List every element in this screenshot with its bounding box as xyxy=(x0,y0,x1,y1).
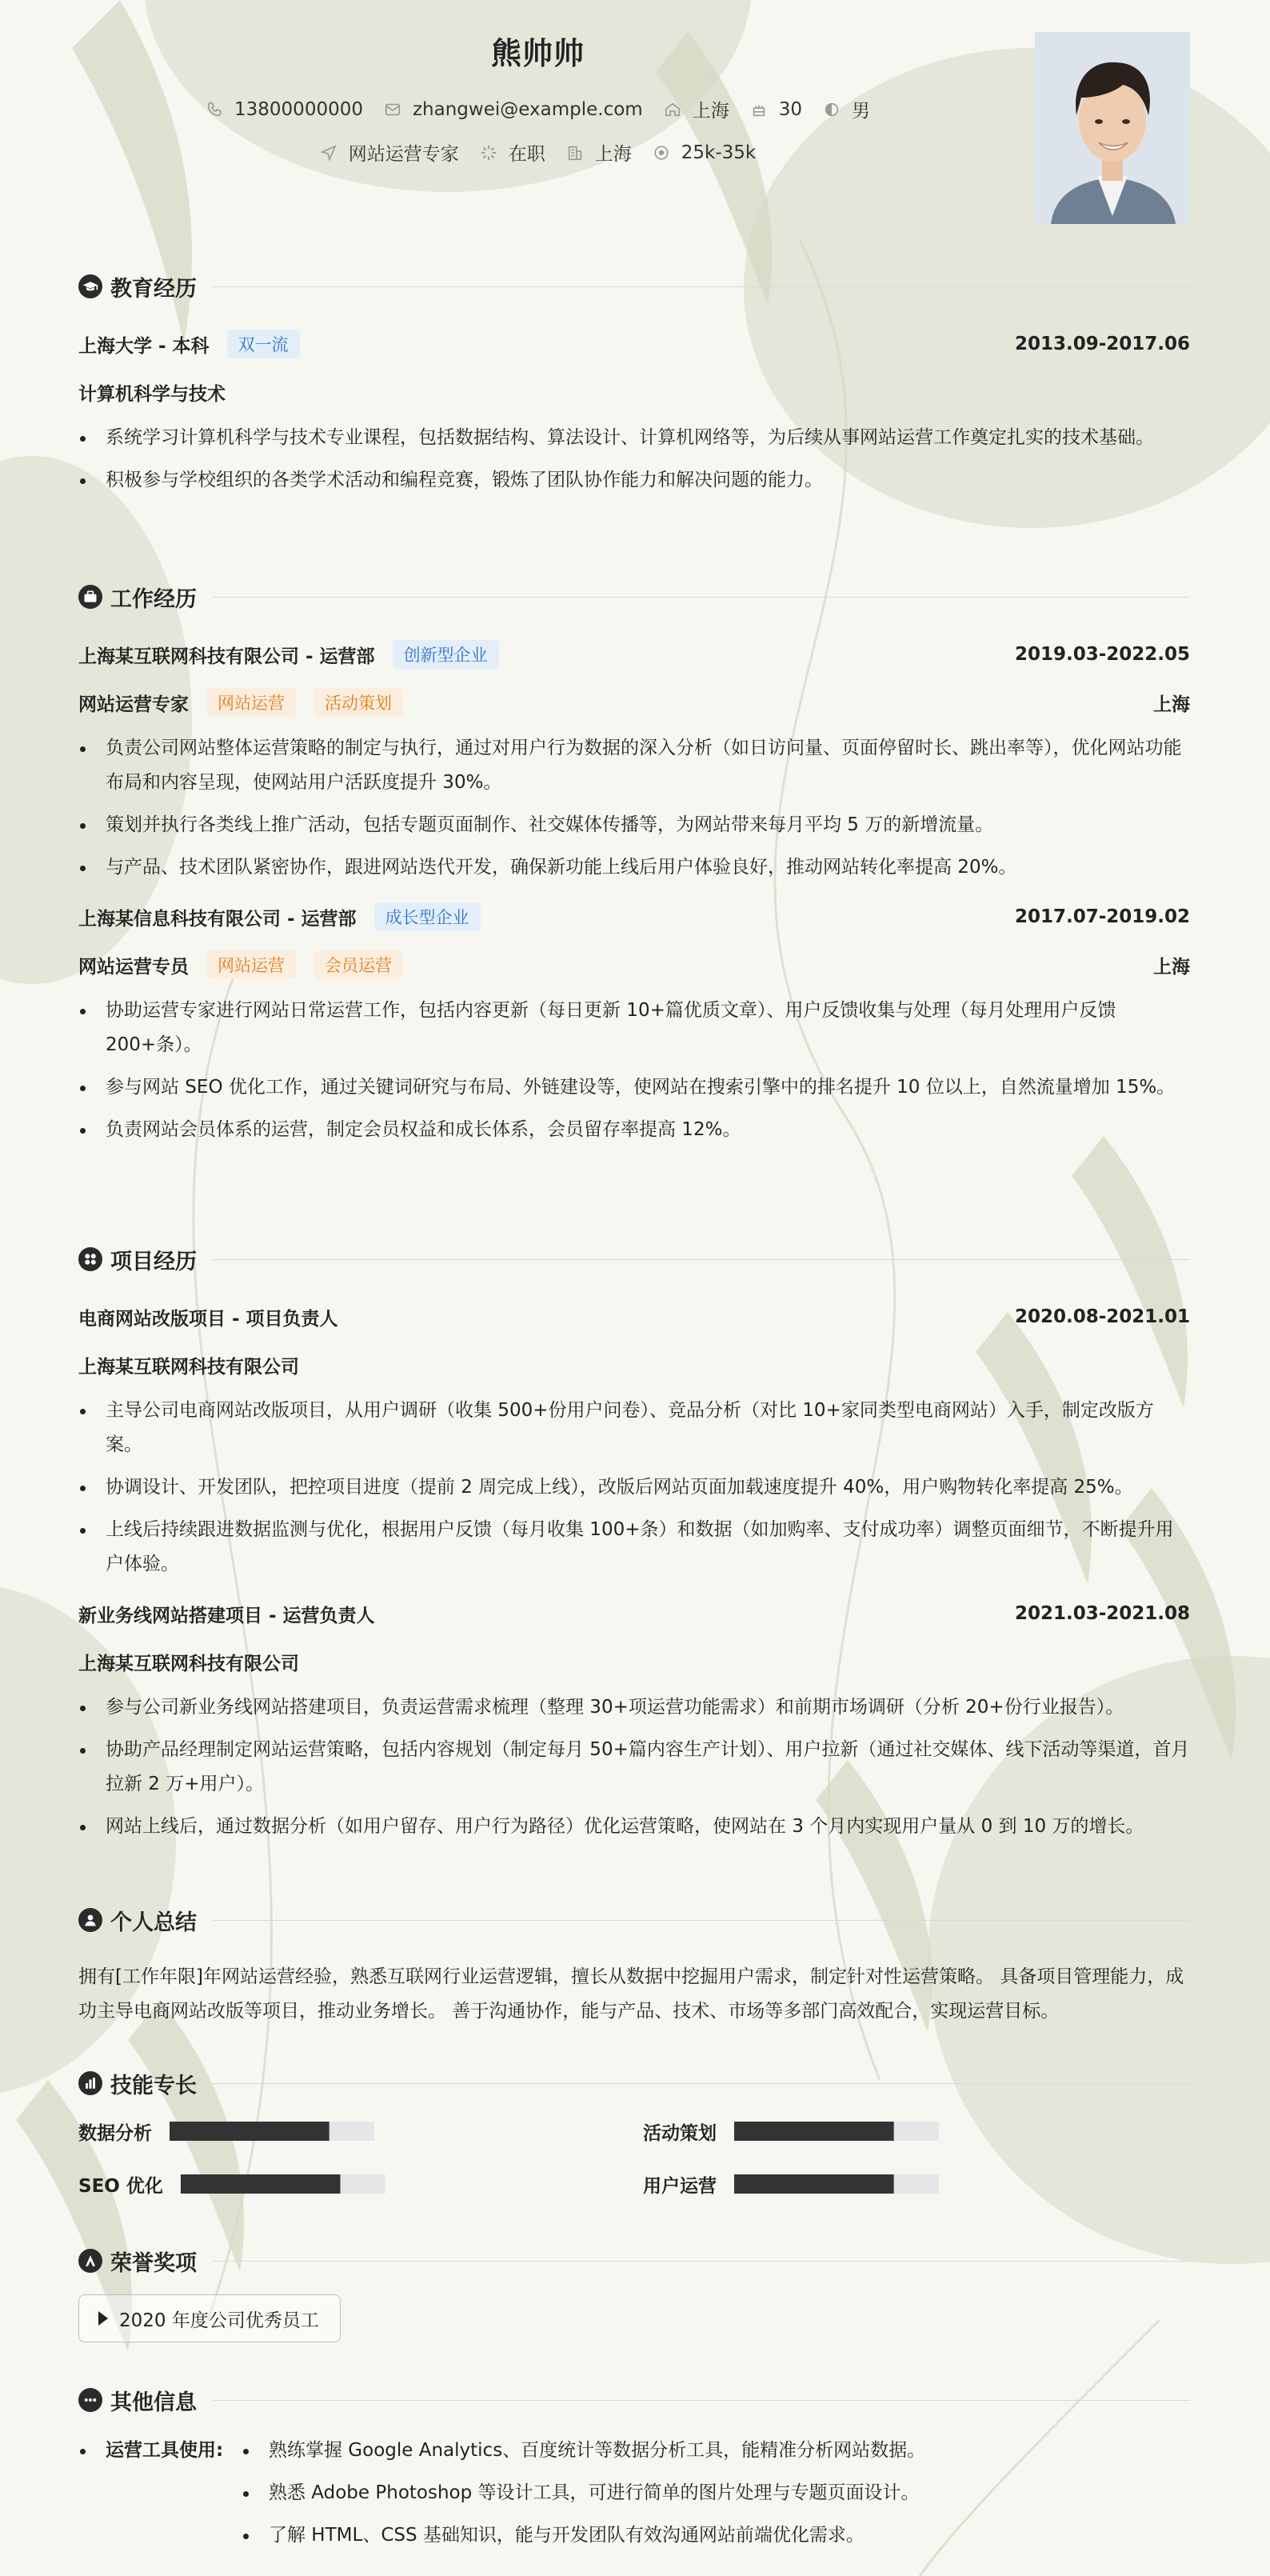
project-company-row xyxy=(78,1341,1190,1389)
gender-icon xyxy=(823,101,841,118)
position-row xyxy=(78,941,1190,989)
project-row xyxy=(78,1590,1190,1638)
target-city-item xyxy=(566,139,632,166)
skill-bar-fill xyxy=(734,2174,894,2194)
work-date: 2017.07-2019.02 xyxy=(1014,906,1190,927)
skill-tag: 网站运营 xyxy=(206,950,296,979)
divider xyxy=(213,2083,1190,2084)
target-job: 网站运营专家 xyxy=(348,144,459,165)
play-triangle-icon xyxy=(98,2311,108,2326)
education-bullets xyxy=(78,421,1190,498)
award-item xyxy=(78,2294,341,2342)
project-date: 2020.08-2021.01 xyxy=(1014,1306,1190,1327)
phone-icon xyxy=(206,101,223,118)
skill-bar xyxy=(170,2122,374,2141)
education-entry xyxy=(78,320,1190,498)
coin-icon xyxy=(653,144,670,162)
building-icon xyxy=(566,144,584,162)
projects-section xyxy=(78,1242,1190,1852)
position-row xyxy=(78,678,1190,726)
work-location: 上海 xyxy=(1153,694,1190,715)
job-intention-row xyxy=(0,139,1076,166)
list-item: 协调设计、开发团队，把控项目进度（提前 2 周完成上线），改版后网站页面加载速度提升 40%，用户购物转化率提高 25%。 xyxy=(78,1470,1190,1505)
summary-header xyxy=(78,1902,1190,1938)
skill-bar xyxy=(734,2122,939,2141)
send-icon xyxy=(320,144,337,162)
company-row xyxy=(78,630,1190,678)
skill-item xyxy=(643,2168,1190,2200)
list-item: 参与网站 SEO 优化工作，通过关键词研究与布局、外链建设等，使网站在搜索引擎中的排名提升 10 位以上，自然流量增加 15%。 xyxy=(78,1070,1190,1105)
major-row xyxy=(78,368,1190,416)
gender-item xyxy=(823,96,870,122)
divider xyxy=(213,286,1190,287)
award-icon xyxy=(78,2249,102,2273)
company-tag: 创新型企业 xyxy=(393,640,499,669)
list-item: 积极参与学校组织的各类学术活动和编程竞赛，锻炼了团队协作能力和解决问题的能力。 xyxy=(78,463,1190,498)
project-row xyxy=(78,1293,1190,1341)
section-title: 荣誉奖项 xyxy=(110,2250,197,2276)
skill-name: SEO 优化 xyxy=(78,2175,163,2197)
school-row xyxy=(78,320,1190,368)
list-item: 熟悉 Adobe Photoshop 等设计工具，可进行简单的图片处理与专题页面设计。 xyxy=(242,2476,1190,2510)
skill-item xyxy=(78,2168,643,2200)
project-bullets xyxy=(78,1394,1190,1582)
job-status: 在职 xyxy=(508,144,545,165)
list-item: 主导公司电商网站改版项目，从用户调研（收集 500+份用户问卷）、竞品分析（对比 10+家同类型电商网站）入手，制定改版方案。 xyxy=(78,1394,1190,1462)
city: 上海 xyxy=(692,101,729,122)
salary-item xyxy=(653,142,756,163)
job-title: 网站运营专员 xyxy=(78,956,189,978)
list-item: 上线后持续跟进数据监测与优化，根据用户反馈（每月收集 100+条）和数据（如加购率、支付成功率）调整页面细节，不断提升用户体验。 xyxy=(78,1513,1190,1582)
list-item: 负责网站会员体系的运营，制定会员权益和成长体系，会员留存率提高 12%。 xyxy=(78,1113,1190,1147)
briefcase-icon xyxy=(78,585,102,609)
divider xyxy=(213,1259,1190,1260)
school-tag: 双一流 xyxy=(227,330,300,358)
skill-item xyxy=(643,2115,1190,2147)
list-item: 与产品、技术团队紧密协作，跟进网站迭代开发，确保新功能上线后用户体验良好，推动网站转化率提高 20%。 xyxy=(78,850,1190,885)
skill-bar-fill xyxy=(734,2122,894,2141)
skill-tag: 网站运营 xyxy=(206,688,296,717)
list-item: 网站上线后，通过数据分析（如用户留存、用户行为路径）优化运营策略，使网站在 3 个月内实现用户量从 0 到 10 万的增长。 xyxy=(78,1810,1190,1844)
honors-header xyxy=(78,2243,1190,2278)
project-bullets xyxy=(78,1690,1190,1844)
work-date: 2019.03-2022.05 xyxy=(1014,644,1190,665)
status-item xyxy=(480,139,545,166)
work-location: 上海 xyxy=(1153,956,1190,978)
email-item xyxy=(384,99,643,120)
target-city: 上海 xyxy=(594,144,632,165)
company-name: 上海某信息科技有限公司 - 运营部 xyxy=(78,908,357,930)
city-item xyxy=(664,96,729,122)
divider xyxy=(213,1920,1190,1921)
skill-item xyxy=(78,2115,643,2147)
work-header xyxy=(78,579,1190,614)
project-name: 电商网站改版项目 - 项目负责人 xyxy=(78,1308,338,1330)
section-title: 教育经历 xyxy=(110,276,197,302)
list-item: 系统学习计算机科学与技术专业课程，包括数据结构、算法设计、计算机网络等，为后续从事网站运营工作奠定扎实的技术基础。 xyxy=(78,421,1190,455)
phone-item xyxy=(206,99,363,120)
chart-icon xyxy=(78,2071,102,2095)
major: 计算机科学与技术 xyxy=(78,383,226,405)
skill-name: 用户运营 xyxy=(643,2175,717,2197)
project-entry xyxy=(78,1590,1190,1844)
section-title: 项目经历 xyxy=(110,1249,197,1274)
more-icon xyxy=(78,2388,102,2412)
email-address: zhangwei@example.com xyxy=(412,98,643,120)
school-name: 上海大学 - 本科 xyxy=(78,335,210,357)
work-bullets xyxy=(78,731,1190,885)
project-entry xyxy=(78,1293,1190,1582)
list-item: 熟练掌握 Google Analytics、百度统计等数据分析工具，能精准分析网站数据。 xyxy=(242,2434,1190,2468)
skills-grid xyxy=(78,2115,1190,2200)
salary-range: 25k-35k xyxy=(681,142,757,163)
section-title: 技能专长 xyxy=(110,2073,197,2098)
age-icon xyxy=(750,101,768,118)
divider xyxy=(213,2400,1190,2401)
work-entry xyxy=(78,630,1190,885)
project-company-row xyxy=(78,1638,1190,1686)
tool-list xyxy=(242,2434,1190,2561)
skill-bar xyxy=(181,2174,385,2194)
user-icon xyxy=(78,1908,102,1932)
skill-name: 数据分析 xyxy=(78,2122,152,2144)
loading-icon xyxy=(480,144,497,162)
honors-section xyxy=(78,2243,1190,2342)
work-bullets xyxy=(78,994,1190,1147)
phone-number: 13800000000 xyxy=(234,98,363,120)
list-item: 了解 HTML、CSS 基础知识，能与开发团队有效沟通网站前端优化需求。 xyxy=(242,2518,1190,2553)
list-item: 负责公司网站整体运营策略的制定与执行，通过对用户行为数据的深入分析（如日访问量、页面停留时长、跳出率等），优化网站功能布局和内容呈现，使网站用户活跃度提升 30%。 xyxy=(78,731,1190,800)
education-section xyxy=(78,269,1190,506)
job-title: 网站运营专家 xyxy=(78,694,189,715)
skills-header xyxy=(78,2066,1190,2101)
company-name: 上海某互联网科技有限公司 - 运营部 xyxy=(78,646,375,667)
grid-icon xyxy=(78,1247,102,1271)
project-name: 新业务线网站搭建项目 - 运营负责人 xyxy=(78,1605,375,1626)
skill-tag: 会员运营 xyxy=(314,950,403,979)
summary-text: 拥有[工作年限]年网站运营经验，熟悉互联网行业运营逻辑，擅长从数据中挖掘用户需求，制定针对性运营策略。 具备项目管理能力，成功主导电商网站改版等项目，推动业务增长。 善于沟通协作，能与产品、技术、市场等多部门高效配合，实现运营目标。 xyxy=(78,1966,1184,2022)
age: 30 xyxy=(778,98,802,120)
project-company: 上海某互联网科技有限公司 xyxy=(78,1356,299,1378)
home-icon xyxy=(664,101,681,118)
other-section xyxy=(78,2382,1190,2561)
skill-bar-fill xyxy=(181,2174,341,2194)
skill-bar xyxy=(734,2174,939,2194)
divider xyxy=(213,2261,1190,2262)
projects-header xyxy=(78,1242,1190,1277)
graduation-cap-icon xyxy=(78,274,102,298)
list-item: 策划并执行各类线上推广活动，包括专题页面制作、社交媒体传播等，为网站带来每月平均 5 万的新增流量。 xyxy=(78,808,1190,842)
other-header xyxy=(78,2382,1190,2418)
section-title: 工作经历 xyxy=(110,586,197,612)
work-section xyxy=(78,579,1190,1155)
contact-row xyxy=(0,96,1076,122)
other-label: 运营工具使用: xyxy=(78,2434,242,2561)
target-job-item xyxy=(320,139,459,166)
project-date: 2021.03-2021.08 xyxy=(1014,1603,1190,1624)
education-header xyxy=(78,269,1190,304)
project-company: 上海某互联网科技有限公司 xyxy=(78,1653,299,1674)
gender: 男 xyxy=(851,101,870,122)
list-item: 协助运营专家进行网站日常运营工作，包括内容更新（每日更新 10+篇优质文章）、用户反馈收集与处理（每月处理用户反馈 200+条）。 xyxy=(78,994,1190,1062)
mail-icon xyxy=(384,101,401,118)
divider xyxy=(213,597,1190,598)
section-title: 其他信息 xyxy=(110,2390,197,2415)
award-text: 2020 年度公司优秀员工 xyxy=(119,2310,319,2331)
skill-bar-fill xyxy=(170,2122,329,2141)
company-tag: 成长型企业 xyxy=(374,902,481,931)
section-title: 个人总结 xyxy=(110,1910,197,1935)
company-row xyxy=(78,893,1190,941)
other-info xyxy=(78,2434,1190,2561)
list-item: 参与公司新业务线网站搭建项目，负责运营需求梳理（整理 30+项运营功能需求）和前期市场调研（分析 20+份行业报告）。 xyxy=(78,1690,1190,1725)
education-date: 2013.09-2017.06 xyxy=(1014,334,1190,354)
skill-tag: 活动策划 xyxy=(314,688,403,717)
list-item: 协助产品经理制定网站运营策略，包括内容规划（制定每月 50+篇内容生产计划）、用户拉新（通过社交媒体、线下活动等渠道，首月拉新 2 万+用户）。 xyxy=(78,1733,1190,1802)
candidate-name: 熊帅帅 xyxy=(490,36,585,71)
skills-section xyxy=(78,2066,1190,2200)
skill-name: 活动策划 xyxy=(643,2122,717,2144)
work-entry xyxy=(78,893,1190,1147)
age-item xyxy=(750,99,802,120)
profile-photo xyxy=(1035,32,1190,224)
summary-section xyxy=(78,1902,1190,2029)
